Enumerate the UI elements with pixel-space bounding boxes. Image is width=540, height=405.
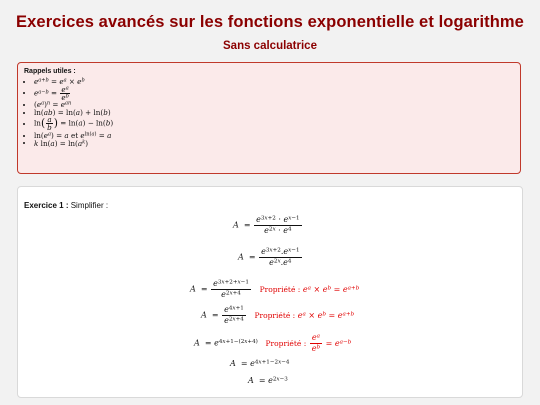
exercise-box	[17, 186, 523, 398]
rappels-box	[17, 62, 521, 174]
rappel-item: • k $\ln(a) = \ln(a^k)$	[34, 139, 514, 147]
rappel-item: • $e^{a-b}$ = $\frac{e^a}{e^b}$	[34, 86, 514, 101]
step-1: A = $\frac{e^{3x+2} \cdot e^{x-1}}{e^{2x} \cdot e^4}$	[233, 215, 300, 235]
page-title: Exercices avancés sur les fonctions exponentielle et logarithme	[16, 13, 524, 31]
propriete-label: Propriété :	[254, 310, 296, 320]
exercise-label: Exercice 1 :	[24, 201, 69, 210]
rappels-title: Rappels utiles :	[24, 68, 76, 75]
rappel-item: • ln( $\frac{a}{b}$ ) = ln(a) − ln(b)	[34, 116, 514, 131]
step-3: A = $\frac{e^{3x+2+x-1}}{e^{2x+4}}$ Propriété : $e^a \times e^b = e^{a+b}$	[190, 279, 360, 299]
rappel-item: • ln(ab) = ln(a) + ln(b)	[34, 109, 514, 117]
page-subtitle: Sans calculatrice	[223, 40, 317, 52]
rappels-list	[24, 78, 514, 147]
propriete-label: Propriété :	[265, 338, 307, 348]
rappel-item: • $e^{a+b} = e^a \times e^b$	[34, 78, 514, 86]
exercise-heading	[24, 201, 108, 210]
rappel-item: • $\ln(e^a) = a$ et $e^{ln(a)} = a$	[34, 132, 514, 140]
step-5: $A = e^{4x+1-(2x+4)}$ Propriété : $\frac{e^a}{e^b}$ = $e^{a-b}$	[194, 333, 352, 353]
step-7: $A = e^{2x-3}$	[248, 376, 288, 385]
step-6: $A = e^{4x+1-2x-4}$	[230, 359, 290, 368]
rappel-item: • $(e^a)^n = e^{an}$	[34, 101, 514, 109]
exercise-instruction: Simplifier :	[70, 201, 109, 210]
step-2: A = $\frac{e^{3x+2}.e^{x-1}}{e^{2x}.e^4}$	[238, 247, 300, 267]
propriete-label: Propriété :	[259, 284, 301, 294]
step-4: A = $\frac{e^{4x+1}}{e^{2x+4}}$ Propriété : $e^a \times e^b = e^{a+b}$	[201, 305, 355, 325]
